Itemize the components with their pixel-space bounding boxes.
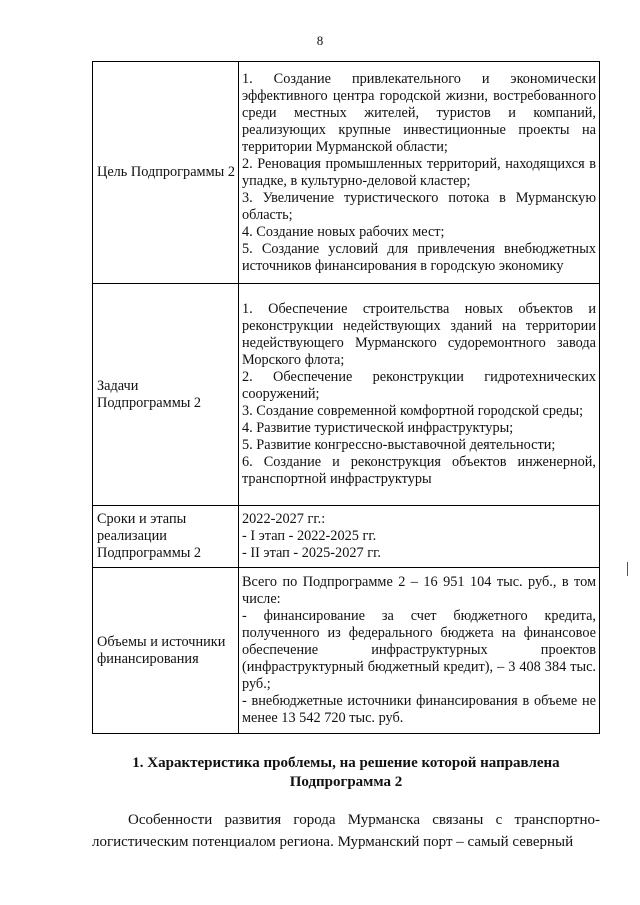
funding-item-1: Всего по Подпрограмме 2 – 16 951 104 тыс. руб., в том числе: [242, 574, 596, 607]
table-row-tasks [93, 284, 600, 506]
task-item-3: 3. Создание современной комфортной городской среды; [242, 403, 584, 419]
task-item-6: 6. Создание и реконструкция объектов инженерной, транспортной инфраструктуры [242, 454, 596, 487]
subprogram-passport-table [92, 61, 600, 734]
section-heading: 1. Характеристика проблемы, на решение которой направлена Подпрограмма 2 [132, 755, 560, 790]
goal-item-3: 3. Увеличение туристического потока в Мурманскую область; [242, 189, 596, 223]
row-content-funding [239, 568, 600, 734]
goal-item-5: 5. Создание условий для привлечения внебюджетных источников финансирования в городскую экономику [242, 240, 596, 274]
page-number: 8 [316, 33, 324, 48]
table-row-funding [93, 568, 600, 734]
task-item-2: 2. Обеспечение реконструкции гидротехнических сооружений; [242, 369, 596, 402]
table-row-timeline [93, 506, 600, 568]
goal-item-4: 4. Создание новых рабочих мест; [242, 223, 445, 240]
margin-scan-mark [627, 562, 628, 576]
table-row-goal [93, 62, 600, 284]
funding-item-3: - внебюджетные источники финансирования в объеме не менее 13 542 720 тыс. руб. [242, 693, 596, 726]
timeline-item-2: - I этап - 2022-2025 гг. [242, 528, 377, 544]
row-label-goal: Цель Подпрограммы 2 [93, 62, 239, 284]
timeline-item-3: - II этап - 2025-2027 гг. [242, 545, 381, 561]
task-item-1: 1. Обеспечение строительства новых объектов и реконструкции недействующих зданий на территории недействующего Мурманского судоремонтного завода Морского флота; [242, 301, 596, 368]
row-content-timeline [239, 506, 600, 568]
body-paragraph: Особенности развития города Мурманска связаны с транспортно-логистическим потенциалом региона. Мурманский порт – самый северный [92, 812, 600, 850]
row-label-timeline: Сроки и этапы реализации Подпрограммы 2 [93, 506, 239, 568]
row-content-goal [239, 62, 600, 284]
row-content-tasks [239, 284, 600, 506]
timeline-item-1: 2022-2027 гг.: [242, 511, 326, 527]
goal-item-2: 2. Реновация промышленных территорий, находящихся в упадке, в культурно-деловой кластер; [242, 155, 596, 189]
funding-item-2: - финансирование за счет бюджетного кредита, полученного из федерального бюджета на финансовое обеспечение инфраструктурных проектов (инфраструктурный бюджетный кредит), – 3 408 384 тыс. руб.; [242, 608, 596, 692]
row-label-funding: Объемы и источники финансирования [93, 568, 239, 734]
task-item-5: 5. Развитие конгрессно-выставочной деятельности; [242, 437, 556, 453]
task-item-4: 4. Развитие туристической инфраструктуры; [242, 420, 514, 436]
goal-item-1: 1. Создание привлекательного и экономически эффективного центра городской жизни, востребованного среди местных жителей, туристов и компаний, реализующих крупные инвестиционные проекты на территории Мурманской области; [242, 70, 596, 155]
row-label-tasks: Задачи Подпрограммы 2 [93, 284, 239, 506]
